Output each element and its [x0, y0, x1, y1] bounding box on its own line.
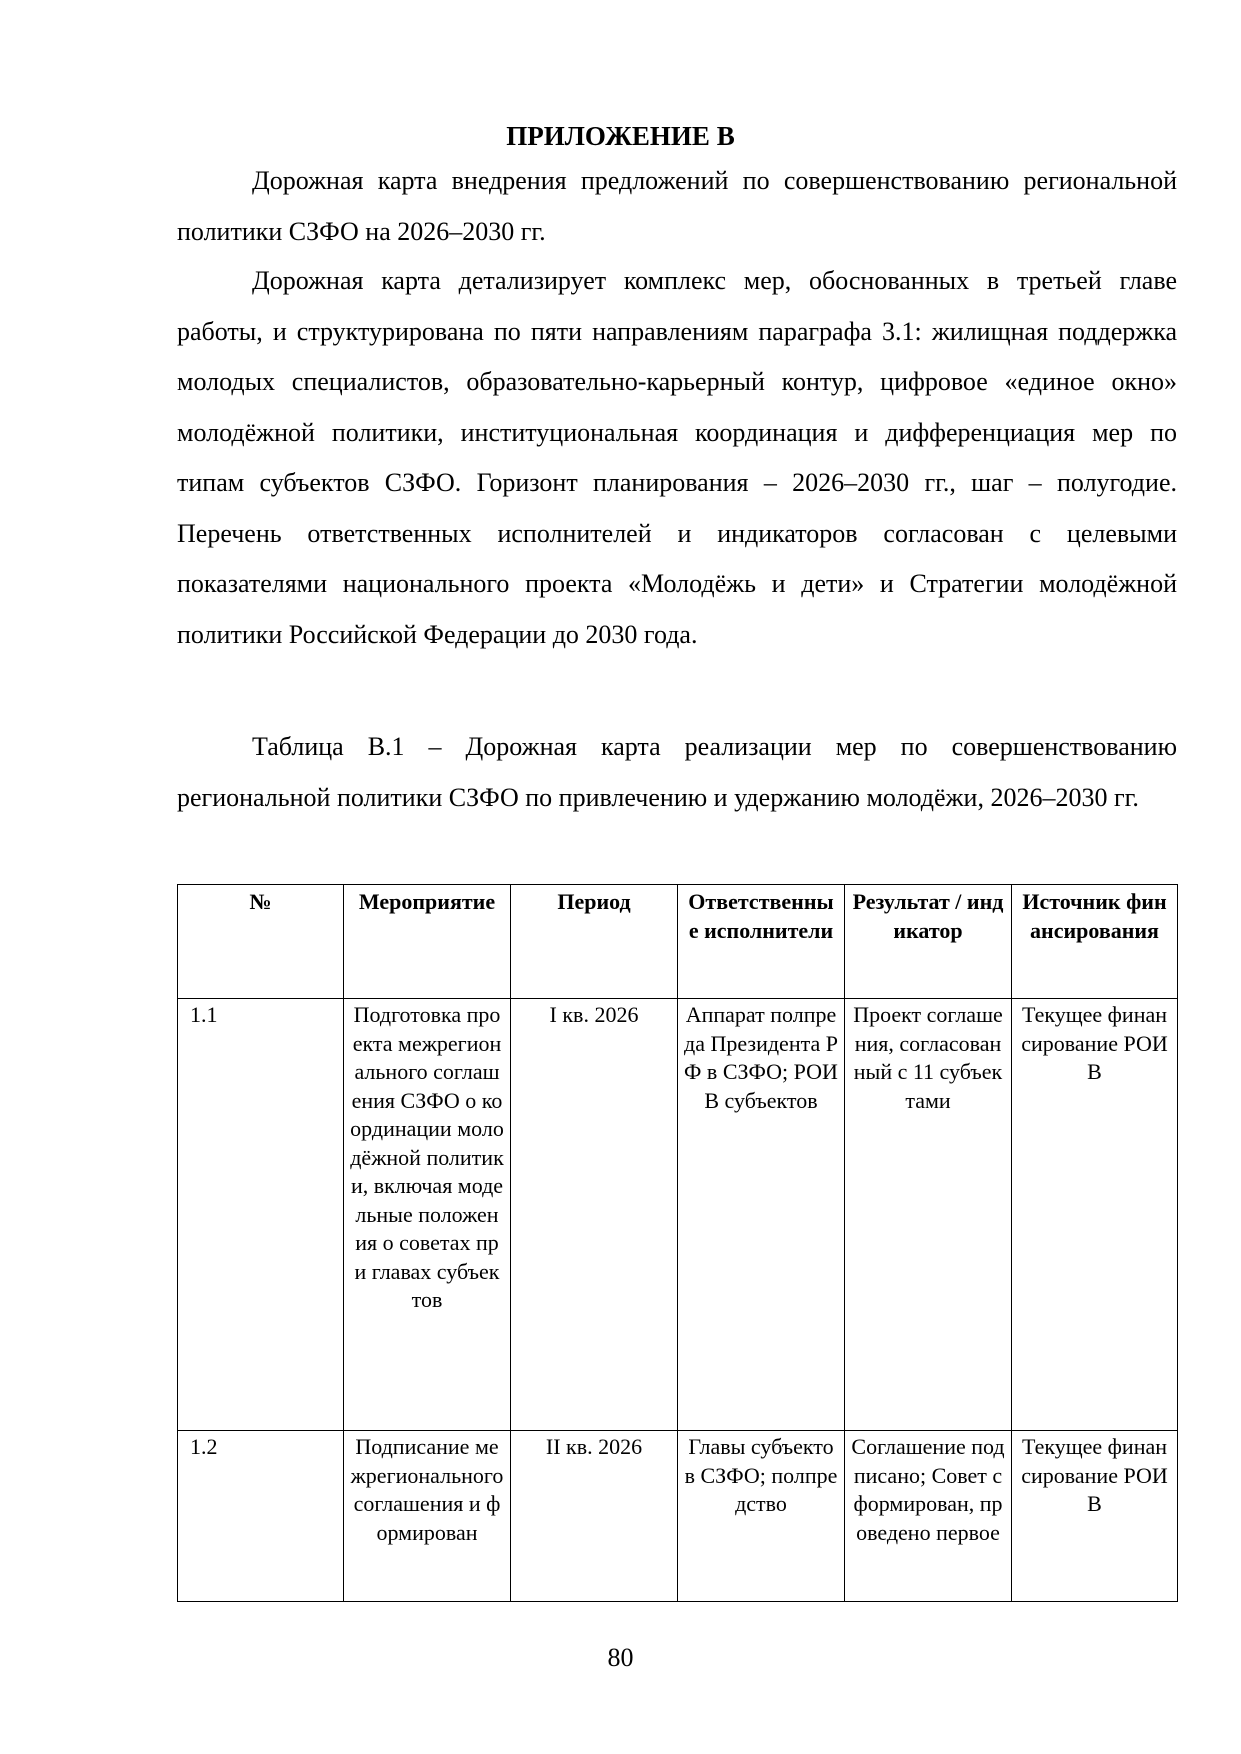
header-period: Период	[511, 885, 678, 999]
header-funding: Источник финансирования	[1012, 885, 1178, 999]
row-result: Проект соглашения, согласованный с 11 субъектами	[845, 999, 1012, 1431]
row-period: I кв. 2026	[511, 999, 678, 1431]
roadmap-table	[177, 884, 1178, 1602]
header-activity: Мероприятие	[344, 885, 511, 999]
row-funding	[1012, 1431, 1178, 1602]
table-row	[178, 1431, 1178, 1602]
row-activity-text: Подписание межрегионального соглашения и формирован	[350, 1434, 504, 1545]
appendix-heading: ПРИЛОЖЕНИЕ В	[506, 121, 735, 151]
table-row	[178, 999, 1178, 1431]
row-result	[845, 1431, 1012, 1602]
row-activity	[344, 1431, 511, 1602]
header-number: №	[178, 885, 344, 999]
header-responsible: Ответственные исполнители	[678, 885, 845, 999]
row-responsible	[678, 1431, 845, 1602]
header-result: Результат / индикатор	[845, 885, 1012, 999]
row-number-text: 1.2	[190, 1434, 218, 1459]
page-number: 80	[607, 1643, 634, 1672]
row-funding: Текущее финансирование РОИВ	[1012, 999, 1178, 1431]
row-number: 1.1	[178, 999, 344, 1431]
table-caption: Таблица В.1 – Дорожная карта реализации мер по совершенствованию региональной политики СЗФО по привлечению и удержанию молодёжи, 2026–2030 гг.	[177, 732, 1177, 812]
roadmap-subtitle: Дорожная карта внедрения предложений по совершенствованию региональной политики СЗФО на 2026–2030 гг.	[177, 166, 1177, 246]
row-result-text: Соглашение подписано; Совет сформирован, проведено первое	[851, 1434, 1005, 1545]
row-number	[178, 1431, 344, 1602]
row-period-text: II кв. 2026	[545, 1434, 643, 1459]
table-header-row	[178, 885, 1178, 999]
row-activity: Подготовка проекта межрегионального соглашения СЗФО о координации молодёжной политики, включая модельные положения о советах при главах субъектов	[344, 999, 511, 1431]
row-funding-text: Текущее финансирование РОИВ	[1021, 1434, 1168, 1516]
row-period	[511, 1431, 678, 1602]
body-paragraph: Дорожная карта детализирует комплекс мер, обоснованных в третьей главе работы, и структурирована по пяти направлениям параграфа 3.1: жилищная поддержка молодых специалистов, образовательно-карьерный контур, цифровое «единое окно» молодёжной политики, институциональная координация и дифференциация мер по типам субъектов СЗФО. Горизонт планирования – 2026–2030 гг., шаг – полугодие. Перечень ответственных исполнителей и индикаторов согласован с целевыми показателями национального проекта «Молодёжь и дети» и Стратегии молодёжной политики Российской Федерации до 2030 года.	[177, 266, 1177, 649]
row-responsible: Аппарат полпреда Президента РФ в СЗФО; РОИВ субъектов	[678, 999, 845, 1431]
row-responsible-text: Главы субъектов СЗФО; полпредство	[684, 1434, 838, 1516]
